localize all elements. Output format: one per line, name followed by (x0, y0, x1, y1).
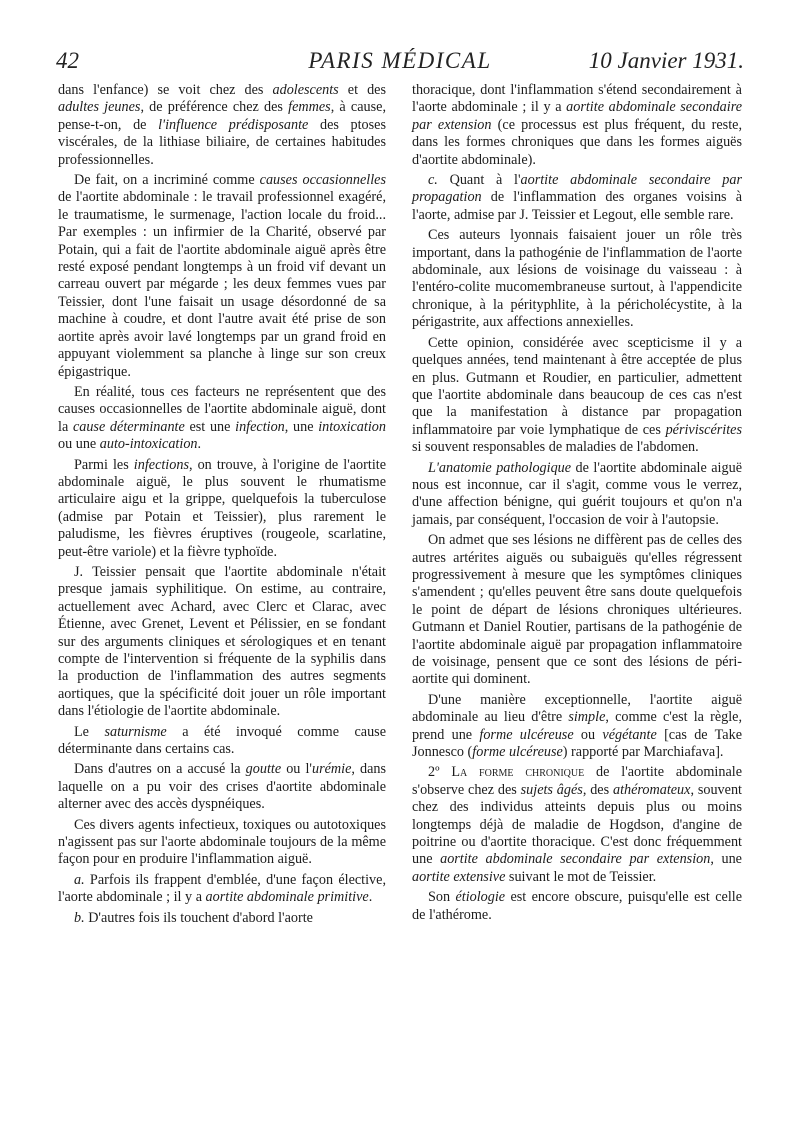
paragraph: Cette opinion, considérée avec scepticisme il y a quelques années, tend maintenant à être acceptée de plus en plus. Gutmann et Roudier, en particulier, admettent que l'aortite abdominale dans beaucoup de ces cas n'est que la manifestation à distance par propagation inflammatoire par voie lymphatique de ces périviscérites si souvent responsables de maladies de l'abdomen. (412, 334, 742, 456)
paragraph: De fait, on a incriminé comme causes occasionnelles de l'aortite abdominale : le travail professionnel exagéré, le traumatisme, le surmenage, l'action locale du froid... Par exemples : un infirmier de la Charité, observé par Potain, qui a fait de l'aortite abdominale aiguë après être resté exposé pendant longtemps à un froid vif devant un carreau ouvert par mégarde ; les deux femmes vues par Teissier, dont l'une faisait un usage désordonné de sa machine à coudre, et dont l'autre avait été prise de son aortite après avoir lavé longtemps par un grand froid en appuyant violemment sa planche à linge sur son creux épigastrique. (58, 172, 386, 380)
paragraph: c. Quant à l'aortite abdominale secondaire par propagation de l'inflammation des organes voisins à l'aorte, admise par J. Teissier et Legout, elle semble rare. (412, 172, 742, 223)
journal-title: PARIS MÉDICAL (308, 48, 492, 73)
paragraph: Parmi les infections, on trouve, à l'origine de l'aortite abdominale aiguë, le plus souvent le rhumatisme articulaire aigu et la grippe, quelquefois la tuberculose (admise par Potain et Teissier), plus rarement le paludisme, les fièvres éruptives (rougeole, scarlatine, peut-être variole) et la fièvre typhoïde. (58, 456, 387, 560)
paragraph: thoracique, dont l'inflammation s'étend secondairement à l'aorte abdominale ; il y a aortite abdominale secondaire par extension (ce processus est plus fréquent, du reste, dans les formes chroniques que dans les formes aiguës d'aortite abdominale). (412, 82, 742, 168)
page-header (56, 48, 744, 84)
paragraph: J. Teissier pensait que l'aortite abdominale n'était presque jamais syphilitique. On estime, au contraire, actuellement avec Achard, avec Clerc et Clarac, avec Étienne, avec Grenet, Levent et Pélissier, en se fondant sur des arguments cliniques et sérologiques et en tenant compte de l'intervention si fréquente de la syphilis dans la production de l'inflammation des autres segments aortiques, que la spécificité doit jouer un rôle important dans l'étiologie de l'aortite abdominale. (58, 563, 386, 720)
left-column (58, 82, 386, 930)
paragraph: Ces divers agents infectieux, toxiques ou autotoxiques n'agissent pas sur l'aorte abdominale toujours de la même façon pour en produire l'inflammation aiguë. (58, 816, 386, 868)
paragraph: 2º La forme chronique de l'aortite abdominale s'observe chez des sujets âgés, des athéromateux, souvent chez des individus atteints depuis plus ou moins longtemps déjà de maladie de Hogdson, d'angine de poitrine ou d'aortite thoracique. C'est donc fréquemment une aortite abdominale secondaire par extension, une aortite extensive suivant le mot de Teissier. (412, 764, 743, 885)
paragraph: Ces auteurs lyonnais faisaient jouer un rôle très important, dans la pathogénie de l'inflammation de l'aorte abdominale, aux lésions de voisinage du vaisseau : à l'entéro-colite mucomembraneuse surtout, à l'appendicite chronique, à la pérityphlite, à la péricholécystite, à la périgastrite, aux affections annexielles. (412, 227, 742, 331)
paragraph: D'une manière exceptionnelle, l'aortite aiguë abdominale au lieu d'être simple, comme c'est la règle, prend une forme ulcéreuse ou végétante [cas de Take Jonnesco (forme ulcéreuse) rapporté par Marchiafava]. (412, 691, 742, 761)
paragraph: b. D'autres fois ils touchent d'abord l'aorte (74, 909, 313, 926)
paragraph: Dans d'autres on a accusé la goutte ou l'urémie, dans laquelle on a pu voir des crises d'aortite abdominale alterner avec des accès dyspnéiques. (58, 761, 387, 813)
paragraph: a. Parfois ils frappent d'emblée, d'une façon élective, l'aorte abdominale ; il y a aortite abdominale primitive. (58, 871, 386, 906)
right-column (412, 82, 742, 927)
page-number: 42 (56, 48, 79, 73)
paragraph: L'anatomie pathologique de l'aortite abdominale aiguë nous est inconnue, car il s'agit, comme vous le verrez, d'une affection bénigne, qui guérit toujours et qu'on n'a jamais, par conséquent, l'occasion de voir à l'autopsie. (412, 459, 742, 528)
paragraph: En réalité, tous ces facteurs ne représentent que des causes occasionnelles de l'aortite abdominale aiguë, dont la cause déterminante est une infection, une intoxication ou une auto-intoxication. (58, 383, 386, 453)
paragraph: dans l'enfance) se voit chez des adolescents et des adultes jeunes, de préférence chez des femmes, à cause, pense-t-on, de l'influence prédisposante des ptoses viscérales, de la lithiase biliaire, de certaines habitudes professionnelles. (58, 82, 386, 168)
issue-date: 10 Janvier 1931. (588, 48, 744, 73)
paragraph: Le saturnisme a été invoqué comme cause déterminante dans certains cas. (58, 723, 386, 758)
paragraph: On admet que ses lésions ne diffèrent pas de celles des autres artérites aiguës ou subaiguës qu'elles régressent progressivement à mesure que les symptômes cliniques s'amendent ; qu'elles peuvent être sans doute quelquefois le point de départ de lésions chroniques ultérieures. Gutmann et Daniel Routier, partisans de la pathogénie de l'aortite abdominale aiguë par propagation inflammatoire de voisinage, pensent que ce sont des lésions de péri-aortite qui dominent. (412, 532, 742, 688)
paragraph: Son étiologie est encore obscure, puisqu'elle est celle de l'athérome. (412, 889, 742, 923)
